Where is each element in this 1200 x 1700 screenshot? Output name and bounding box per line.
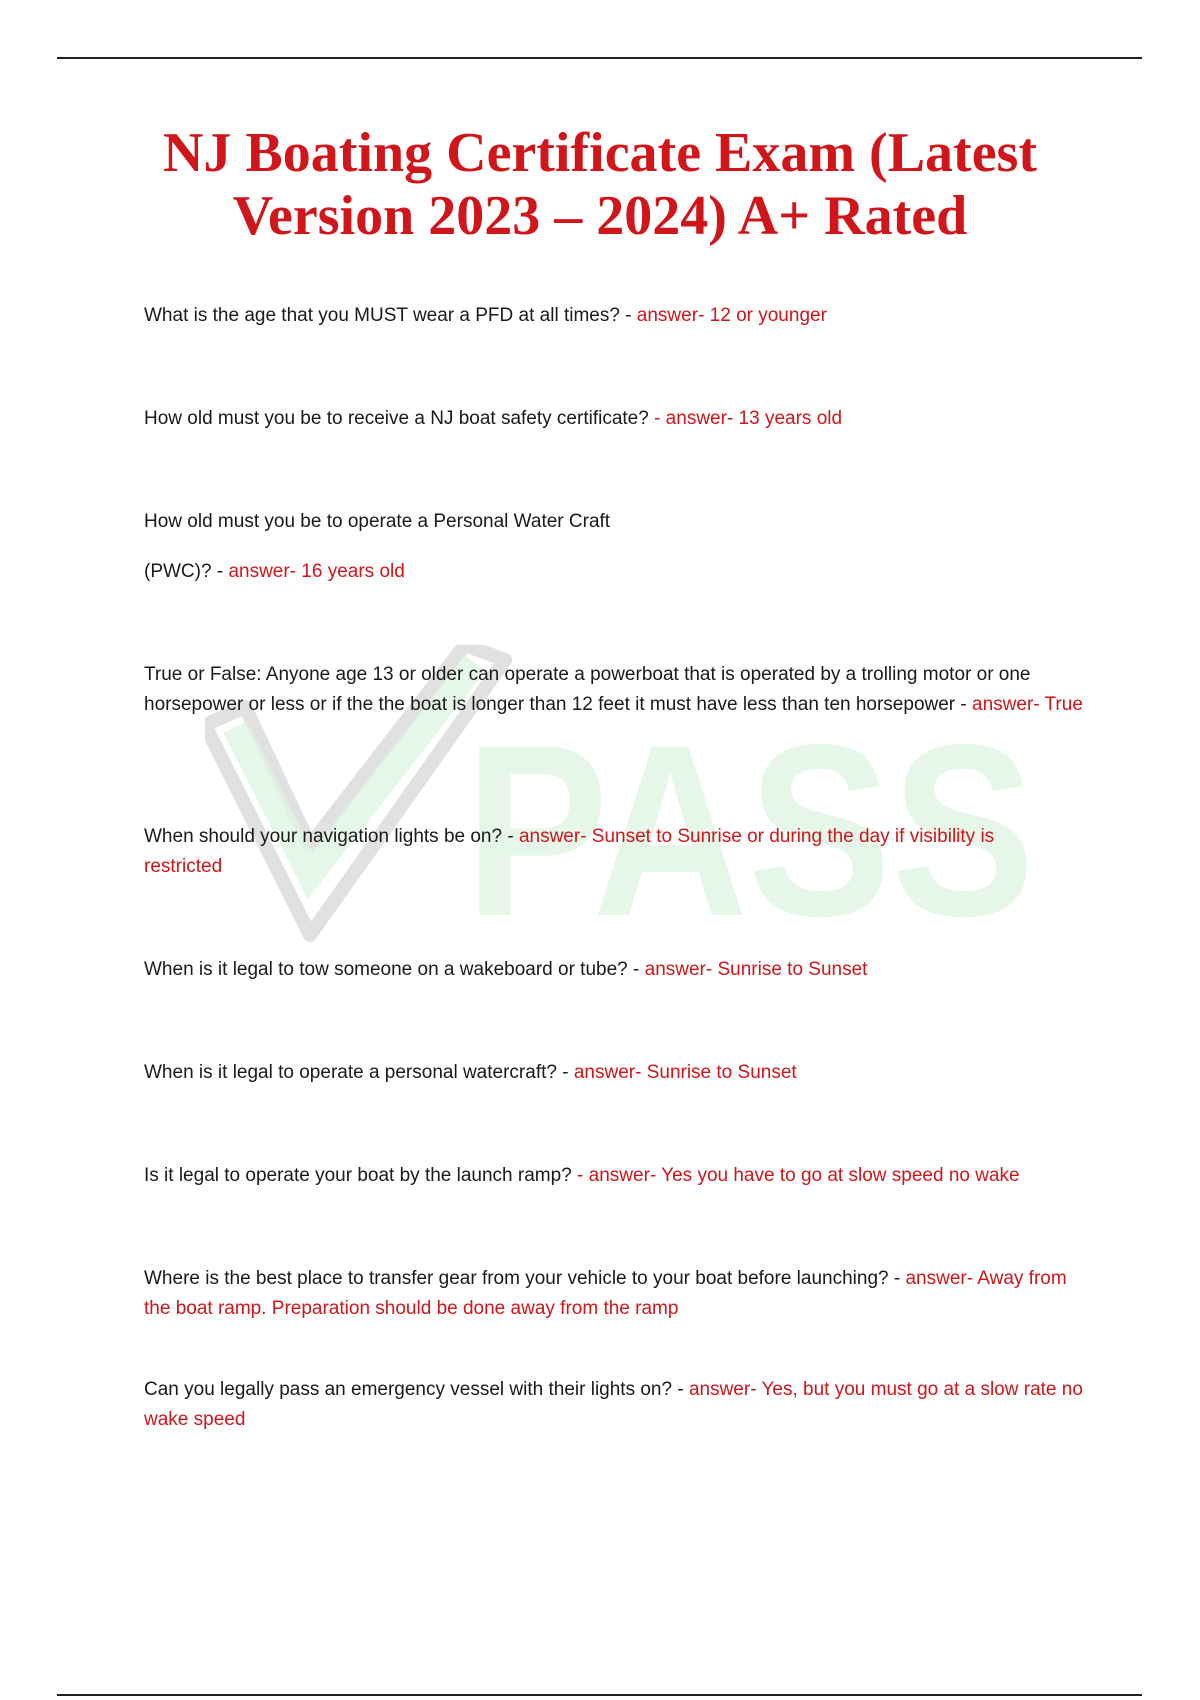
watermark-text: PASS (465, 693, 1035, 945)
answer-text: answer- Sunrise to Sunset (644, 959, 868, 980)
answer-text: answer- Sunrise to Sunset (573, 1062, 797, 1083)
answer-text: - answer- Yes you have to go at slow speed no wake (577, 1165, 1020, 1186)
question-text: Is it legal to operate your boat by the launch ramp? (144, 1165, 578, 1186)
question-text: Where is the best place to transfer gear from your vehicle to your boat before launching? - (144, 1268, 906, 1289)
answer-text: - answer- 13 years old (654, 408, 843, 429)
qa-item (144, 660, 1084, 720)
qa-item (144, 1375, 1084, 1435)
qa-item (144, 955, 1084, 985)
qa-item (144, 1161, 1084, 1191)
question-text: When should your navigation lights be on? - (144, 826, 519, 847)
answer-text: answer- 12 or younger (636, 305, 827, 326)
qa-item (144, 1058, 1084, 1088)
answer-text: answer- Yes, but you must go at a slow rate no wake speed (144, 1379, 1083, 1430)
page-title: NJ Boating Certificate Exam (Latest Version 2023 – 2024) A+ Rated (162, 122, 1037, 247)
answer-text: answer- Away from the boat ramp. Preparation should be done away from the ramp (144, 1268, 1067, 1319)
qa-item (144, 404, 1084, 434)
answer-text: answer- 16 years old (228, 561, 405, 582)
top-rule (57, 57, 1142, 59)
answer-text: answer- True (972, 694, 1083, 715)
bottom-rule (57, 1694, 1142, 1696)
question-text: How old must you be to operate a Personal Water Craft (PWC)? - (144, 511, 611, 582)
question-text: What is the age that you MUST wear a PFD at all times? - (144, 305, 637, 326)
question-text: How old must you be to receive a NJ boat safety certificate? (144, 408, 655, 429)
qa-item (144, 497, 664, 597)
qa-item (144, 1264, 1084, 1324)
question-text: When is it legal to operate a personal watercraft? - (144, 1062, 574, 1083)
answer-text: answer- Sunset to Sunrise or during the day if visibility is restricted (144, 826, 995, 877)
question-text: Can you legally pass an emergency vessel with their lights on? - (144, 1379, 689, 1400)
question-text: True or False: Anyone age 13 or older can operate a powerboat that is operated by a trolling motor or one horsepower or less or if the the boat is longer than 12 feet it must have less than ten horsepower - (144, 664, 1031, 715)
question-text: When is it legal to tow someone on a wakeboard or tube? - (144, 959, 645, 980)
qa-item (144, 822, 1064, 882)
qa-item (144, 301, 1084, 331)
